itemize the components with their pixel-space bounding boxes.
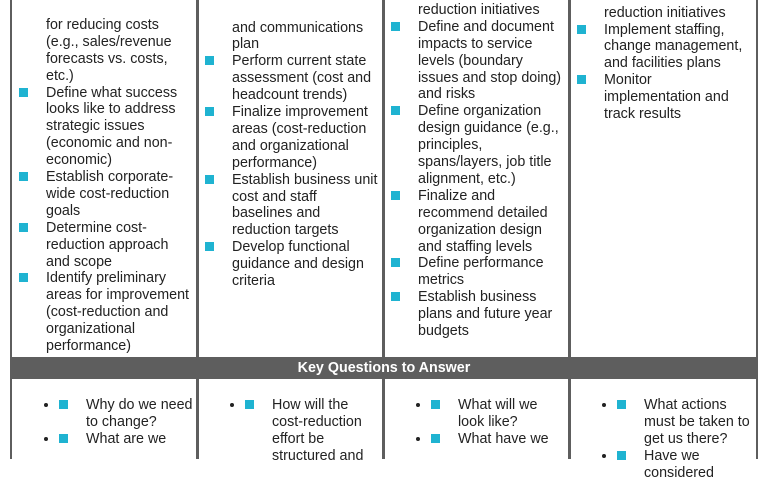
- list-item: for reducing costs (e.g., sales/revenue forecasts vs. costs, etc.): [46, 16, 172, 84]
- square-bullet-icon: [617, 400, 626, 409]
- square-bullet-icon: [59, 434, 68, 443]
- square-bullet-icon: [431, 400, 440, 409]
- activity-list-4: [577, 5, 752, 123]
- list-item: Determine cost-reduction approach and scope: [19, 220, 193, 271]
- square-bullet-icon: [577, 75, 586, 84]
- question-list-2: [205, 397, 379, 465]
- activity-list-2: [205, 20, 379, 291]
- questions-column-4: [568, 379, 758, 481]
- square-bullet-icon: [391, 258, 400, 267]
- square-bullet-icon: [19, 172, 28, 181]
- list-item: Finalize improvement areas (cost-reduction and organizational performance): [205, 104, 379, 172]
- phase-column-1: [10, 0, 199, 357]
- square-bullet-icon: [431, 434, 440, 443]
- square-bullet-icon: [19, 223, 28, 232]
- square-bullet-icon: [245, 400, 254, 409]
- list-item: reduction initiatives: [418, 1, 540, 18]
- phase-column-4: [568, 0, 758, 357]
- question-list-1: [19, 397, 193, 448]
- questions-column-1: [10, 379, 199, 459]
- list-item: • How will the cost-reduction effort be structured and: [245, 397, 379, 465]
- list-item: Define performance metrics: [391, 255, 565, 289]
- list-item: Define what success looks like to address strategic issues (economic and non-economic): [19, 85, 193, 170]
- list-item: • What will we look like?: [431, 397, 565, 431]
- square-bullet-icon: [617, 451, 626, 460]
- square-bullet-icon: [391, 292, 400, 301]
- square-bullet-icon: [19, 273, 28, 282]
- list-item: Establish corporate-wide cost-reduction goals: [19, 169, 193, 220]
- list-item: Develop functional guidance and design criteria: [205, 239, 379, 290]
- list-item: Define organization design guidance (e.g., principles, spans/layers, job title alignment, etc.): [391, 103, 565, 188]
- activity-list-3: [391, 2, 565, 340]
- phase-column-3: [382, 0, 571, 357]
- list-item: Monitor implementation and track results: [577, 72, 752, 123]
- list-item: Finalize and recommend detailed organization design and staffing levels: [391, 188, 565, 256]
- list-item: • What actions must be taken to get us there?: [617, 397, 752, 448]
- question-list-3: [391, 397, 565, 448]
- list-item: • Have we considered: [617, 448, 752, 482]
- list-item: Establish business unit cost and staff baselines and reduction targets: [205, 172, 379, 240]
- square-bullet-icon: [59, 400, 68, 409]
- square-bullet-icon: [577, 25, 586, 34]
- square-bullet-icon: [205, 107, 214, 116]
- list-item: • What are we: [59, 431, 193, 448]
- phase-column-2: [196, 0, 385, 357]
- list-item: Implement staffing, change management, and facilities plans: [577, 22, 752, 73]
- questions-column-2: [196, 379, 385, 464]
- question-list-4: [577, 397, 752, 482]
- square-bullet-icon: [19, 88, 28, 97]
- list-item: reduction initiatives: [604, 4, 726, 21]
- square-bullet-icon: [391, 191, 400, 200]
- key-questions-header: Key Questions to Answer: [10, 357, 758, 379]
- square-bullet-icon: [391, 22, 400, 31]
- square-bullet-icon: [205, 56, 214, 65]
- list-item: • What have we: [431, 431, 565, 448]
- questions-column-3: [382, 379, 571, 459]
- square-bullet-icon: [205, 175, 214, 184]
- list-item: and communications plan: [232, 19, 364, 53]
- list-item: • Why do we need to change?: [59, 397, 193, 431]
- list-item: Perform current state assessment (cost and headcount trends): [205, 53, 379, 104]
- list-item: Identify preliminary areas for improvement (cost-reduction and organizational performance): [19, 270, 193, 355]
- list-item: Establish business plans and future year budgets: [391, 289, 565, 340]
- square-bullet-icon: [391, 106, 400, 115]
- square-bullet-icon: [205, 242, 214, 251]
- activity-list-1: [19, 17, 193, 355]
- list-item: Define and document impacts to service levels (boundary issues and stop doing) and risks: [391, 19, 565, 104]
